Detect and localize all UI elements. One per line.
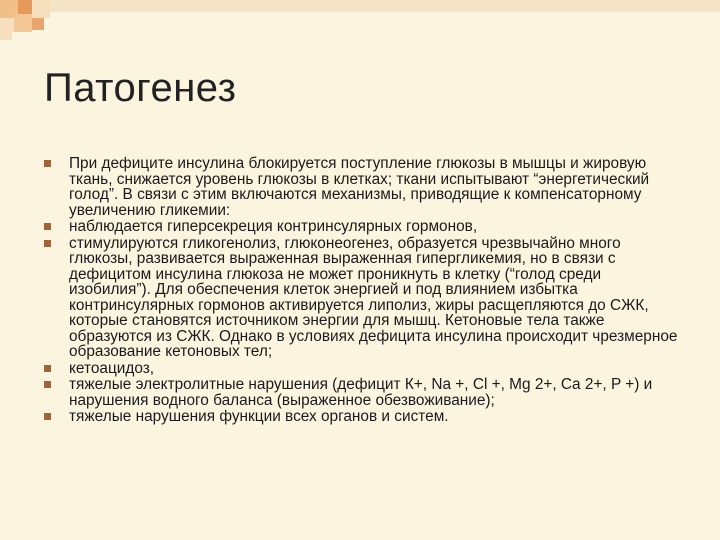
square-bullet-icon xyxy=(44,160,51,167)
square-bullet-icon xyxy=(44,223,51,230)
square-bullet-icon xyxy=(44,240,51,247)
square-bullet-icon xyxy=(44,413,51,420)
list-item xyxy=(44,361,684,377)
bullet-text: При дефиците инсулина блокируется поступление глюкозы в мышцы и жировую ткань, снижается уровень глюкозы в клетках; ткани испытывают “энергетический голод”. В связи с этим включаются механизмы, приводящие к компенсаторному увеличению гликемии: xyxy=(69,155,650,219)
bullet-text: кетоацидоз, xyxy=(69,359,155,377)
bullet-text: наблюдается гиперсекреция контринсулярных гормонов, xyxy=(69,218,478,235)
list-item xyxy=(44,236,684,360)
bullet-list xyxy=(44,156,684,426)
list-item xyxy=(44,156,684,218)
slide-title: Патогенез xyxy=(44,66,237,110)
bullet-text: тяжелые нарушения функции всех органов и систем. xyxy=(69,408,449,425)
list-item xyxy=(44,219,684,235)
list-item xyxy=(44,377,684,408)
list-item xyxy=(44,409,684,425)
bullet-text: стимулируются гликогенолиз, глюконеогенез, образуется чрезвычайно много глюкозы, развивается выраженная выраженная гипергликемия, но в связи с дефицитом инсулина глюкоза не может проникнуть в клетку (“голод среди изобилия”). Для обеспечения клеток энергией и под влиянием избытка контринсулярных гормонов активируется липолиз, жиры расщепляются до СЖК, которые становятся источником энергии для мышц. Кетоновые тела также образуются из СЖК. Однако в условиях дефицита инсулина происходит чрезмерное образование кетоновых тел; xyxy=(69,234,678,360)
square-bullet-icon xyxy=(44,365,51,372)
bullet-text: тяжелые электролитные нарушения (дефицит К+, Na +, Cl +, Mg 2+, Ca 2+, P +) и нарушения водного баланса (выраженное обезвоживание); xyxy=(69,376,653,409)
square-bullet-icon xyxy=(44,381,51,388)
decorative-corner-pattern xyxy=(0,0,720,40)
